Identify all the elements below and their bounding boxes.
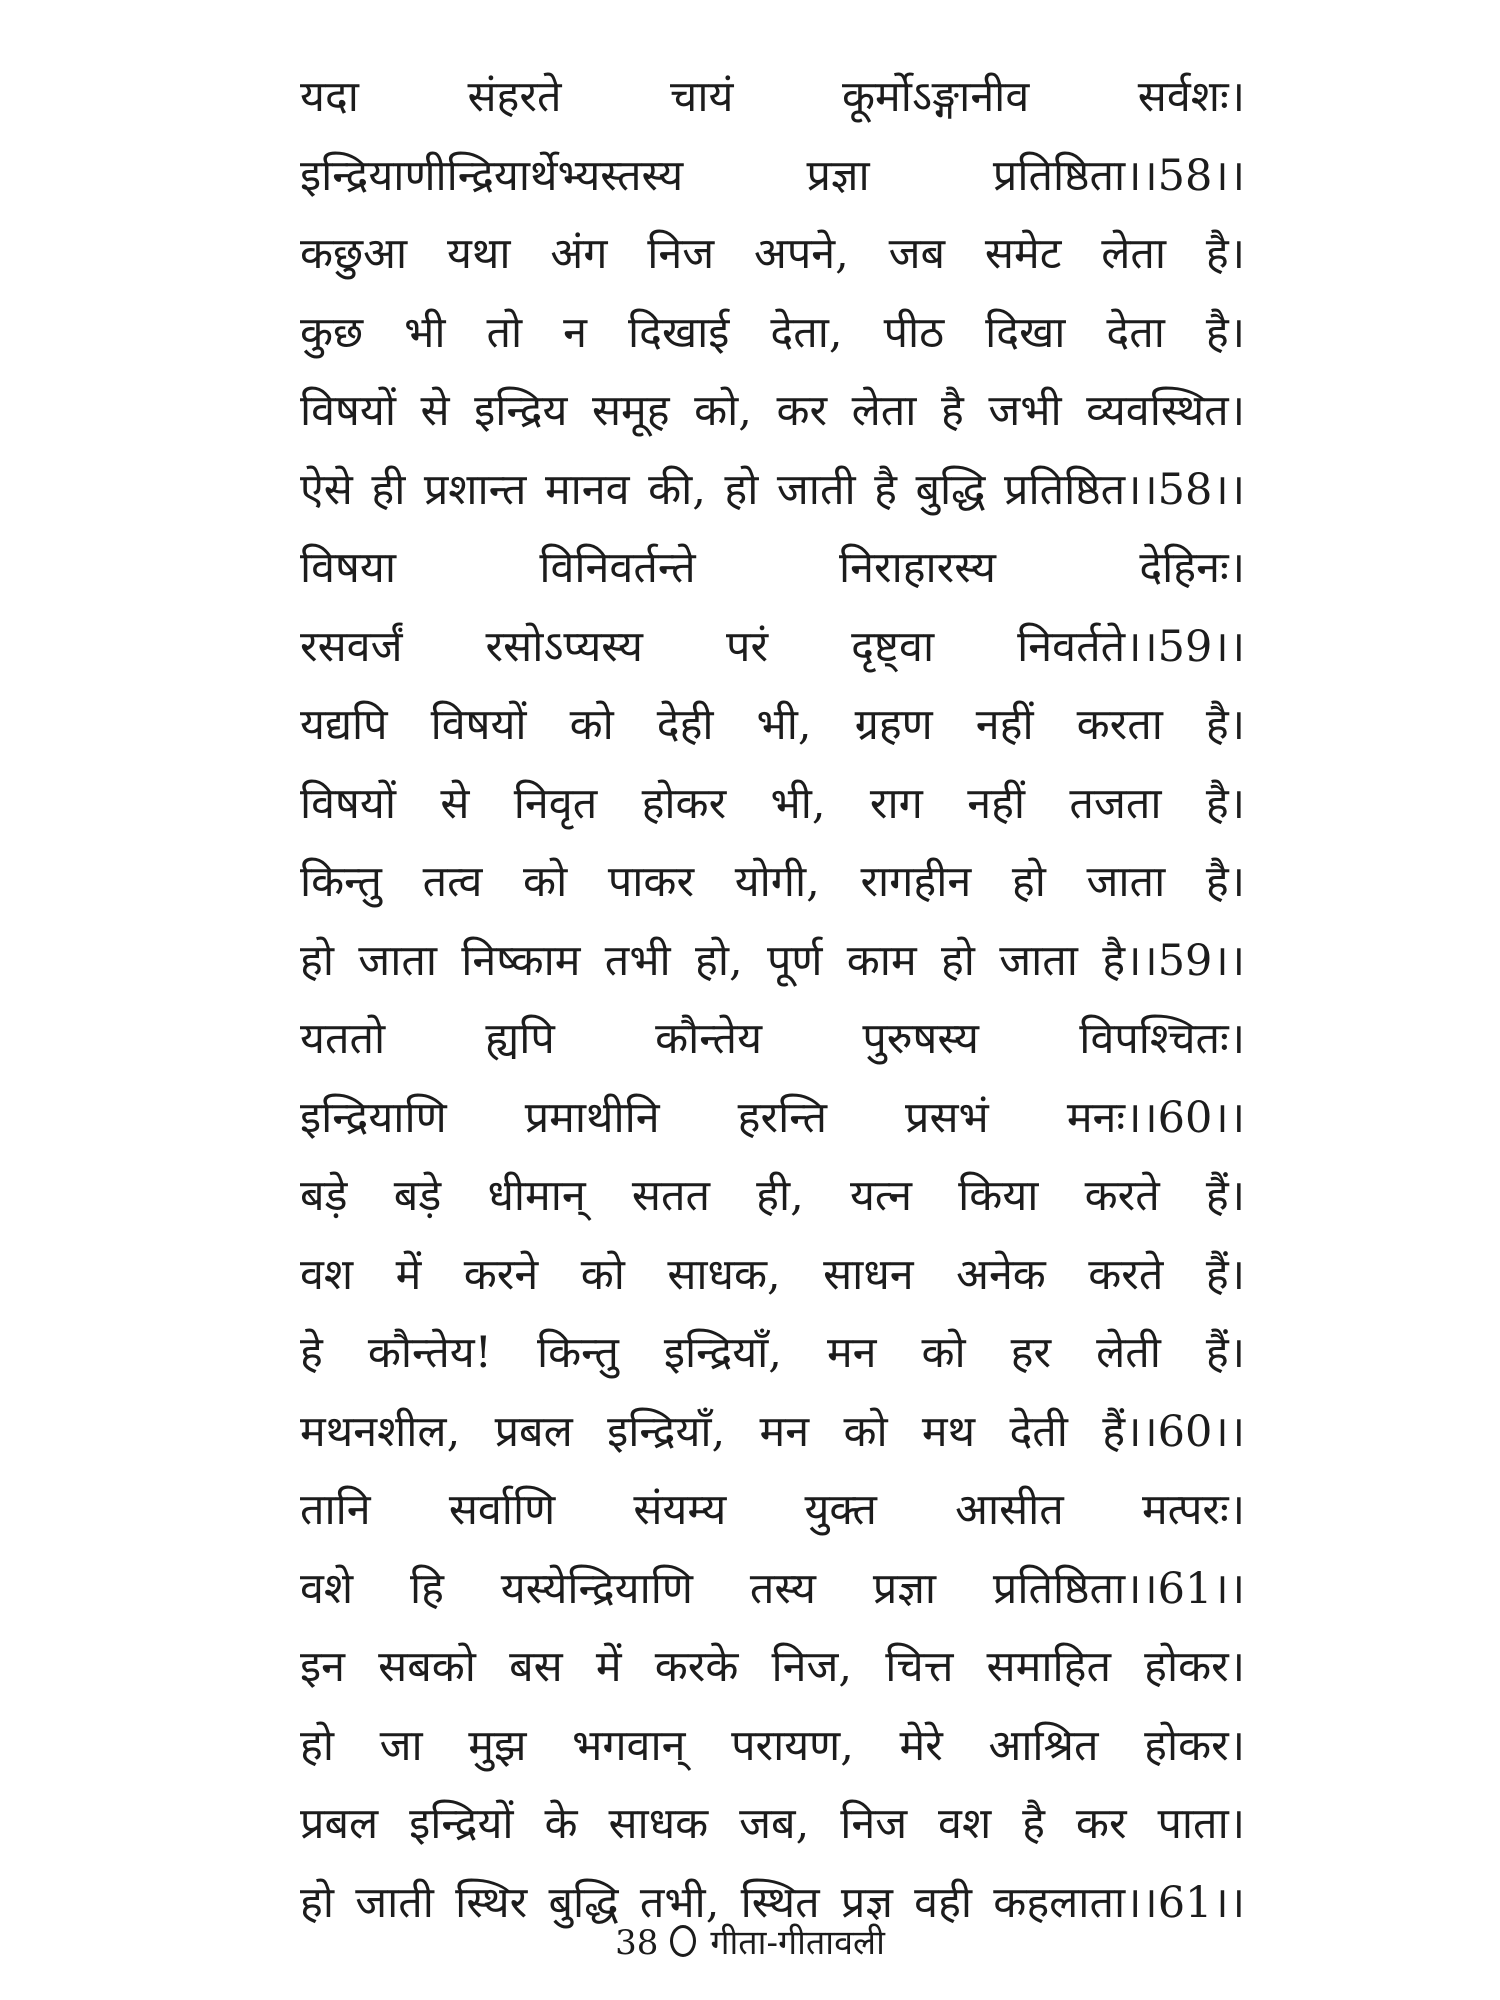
text-line-7: विषया विनिवर्तन्ते निराहारस्य देहिनः। [300,543,1245,593]
text-line-1: यदा संहरते चायं कूर्मोऽङ्गानीव सर्वशः। [300,72,1245,122]
text-line-17: हे कौन्तेय! किन्तु इन्द्रियाँ, मन को हर लेती हैं। [300,1328,1245,1378]
page-number: 38 [615,1923,659,1963]
text-line-6: ऐसे ही प्रशान्त मानव की, हो जाती है बुद्धि प्रतिष्ठित।।58।। [300,464,1245,515]
text-line-12: हो जाता निष्काम तभी हो, पूर्ण काम हो जाता है।।59।। [300,935,1245,986]
circle-icon [670,1925,696,1957]
text-line-8: रसवर्जं रसोऽप्यस्य परं दृष्ट्वा निवर्तते।।59।। [300,621,1245,672]
text-line-14: इन्द्रियाणि प्रमाथीनि हरन्ति प्रसभं मनः।।60।। [300,1092,1245,1143]
text-line-10: विषयों से निवृत होकर भी, राग नहीं तजता है। [300,778,1245,829]
text-line-19: तानि सर्वाणि संयम्य युक्त आसीत मत्परः। [300,1485,1245,1535]
text-line-4: कुछ भी तो न दिखाई देता, पीठ दिखा देता है। [300,307,1245,358]
text-line-13: यततो ह्यपि कौन्तेय पुरुषस्य विपश्चितः। [300,1014,1245,1064]
text-line-21: इन सबको बस में करके निज, चित्त समाहित होकर। [300,1642,1245,1692]
text-line-16: वश में करने को साधक, साधन अनेक करते हैं। [300,1249,1245,1300]
text-line-9: यद्यपि विषयों को देही भी, ग्रहण नहीं करता है। [300,700,1245,750]
text-line-5: विषयों से इन्द्रिय समूह को, कर लेता है जभी व्यवस्थित। [300,386,1245,436]
verse-text-block [300,58,1245,1942]
page-footer [0,1918,1500,1968]
text-line-2: इन्द्रियाणीन्द्रियार्थेभ्यस्तस्य प्रज्ञा प्रतिष्ठिता।।58।। [300,150,1245,201]
text-line-18: मथनशील, प्रबल इन्द्रियाँ, मन को मथ देती हैं।।60।। [300,1406,1245,1457]
text-line-20: वशे हि यस्येन्द्रियाणि तस्य प्रज्ञा प्रतिष्ठिता।।61।। [300,1563,1245,1614]
book-title: गीता-गीतावली [710,1923,885,1963]
text-line-15: बड़े बड़े धीमान् सतत ही, यत्न किया करते हैं। [300,1171,1245,1221]
text-line-3: कछुआ यथा अंग निज अपने, जब समेट लेता है। [300,229,1245,279]
text-line-11: किन्तु तत्व को पाकर योगी, रागहीन हो जाता है। [300,857,1245,907]
text-line-23: प्रबल इन्द्रियों के साधक जब, निज वश है कर पाता। [300,1799,1245,1849]
text-line-24: हो जाती स्थिर बुद्धि तभी, स्थित प्रज्ञ वही कहलाता।।61।। [300,1877,1245,1928]
text-line-22: हो जा मुझ भगवान् परायण, मेरे आश्रित होकर। [300,1720,1245,1771]
